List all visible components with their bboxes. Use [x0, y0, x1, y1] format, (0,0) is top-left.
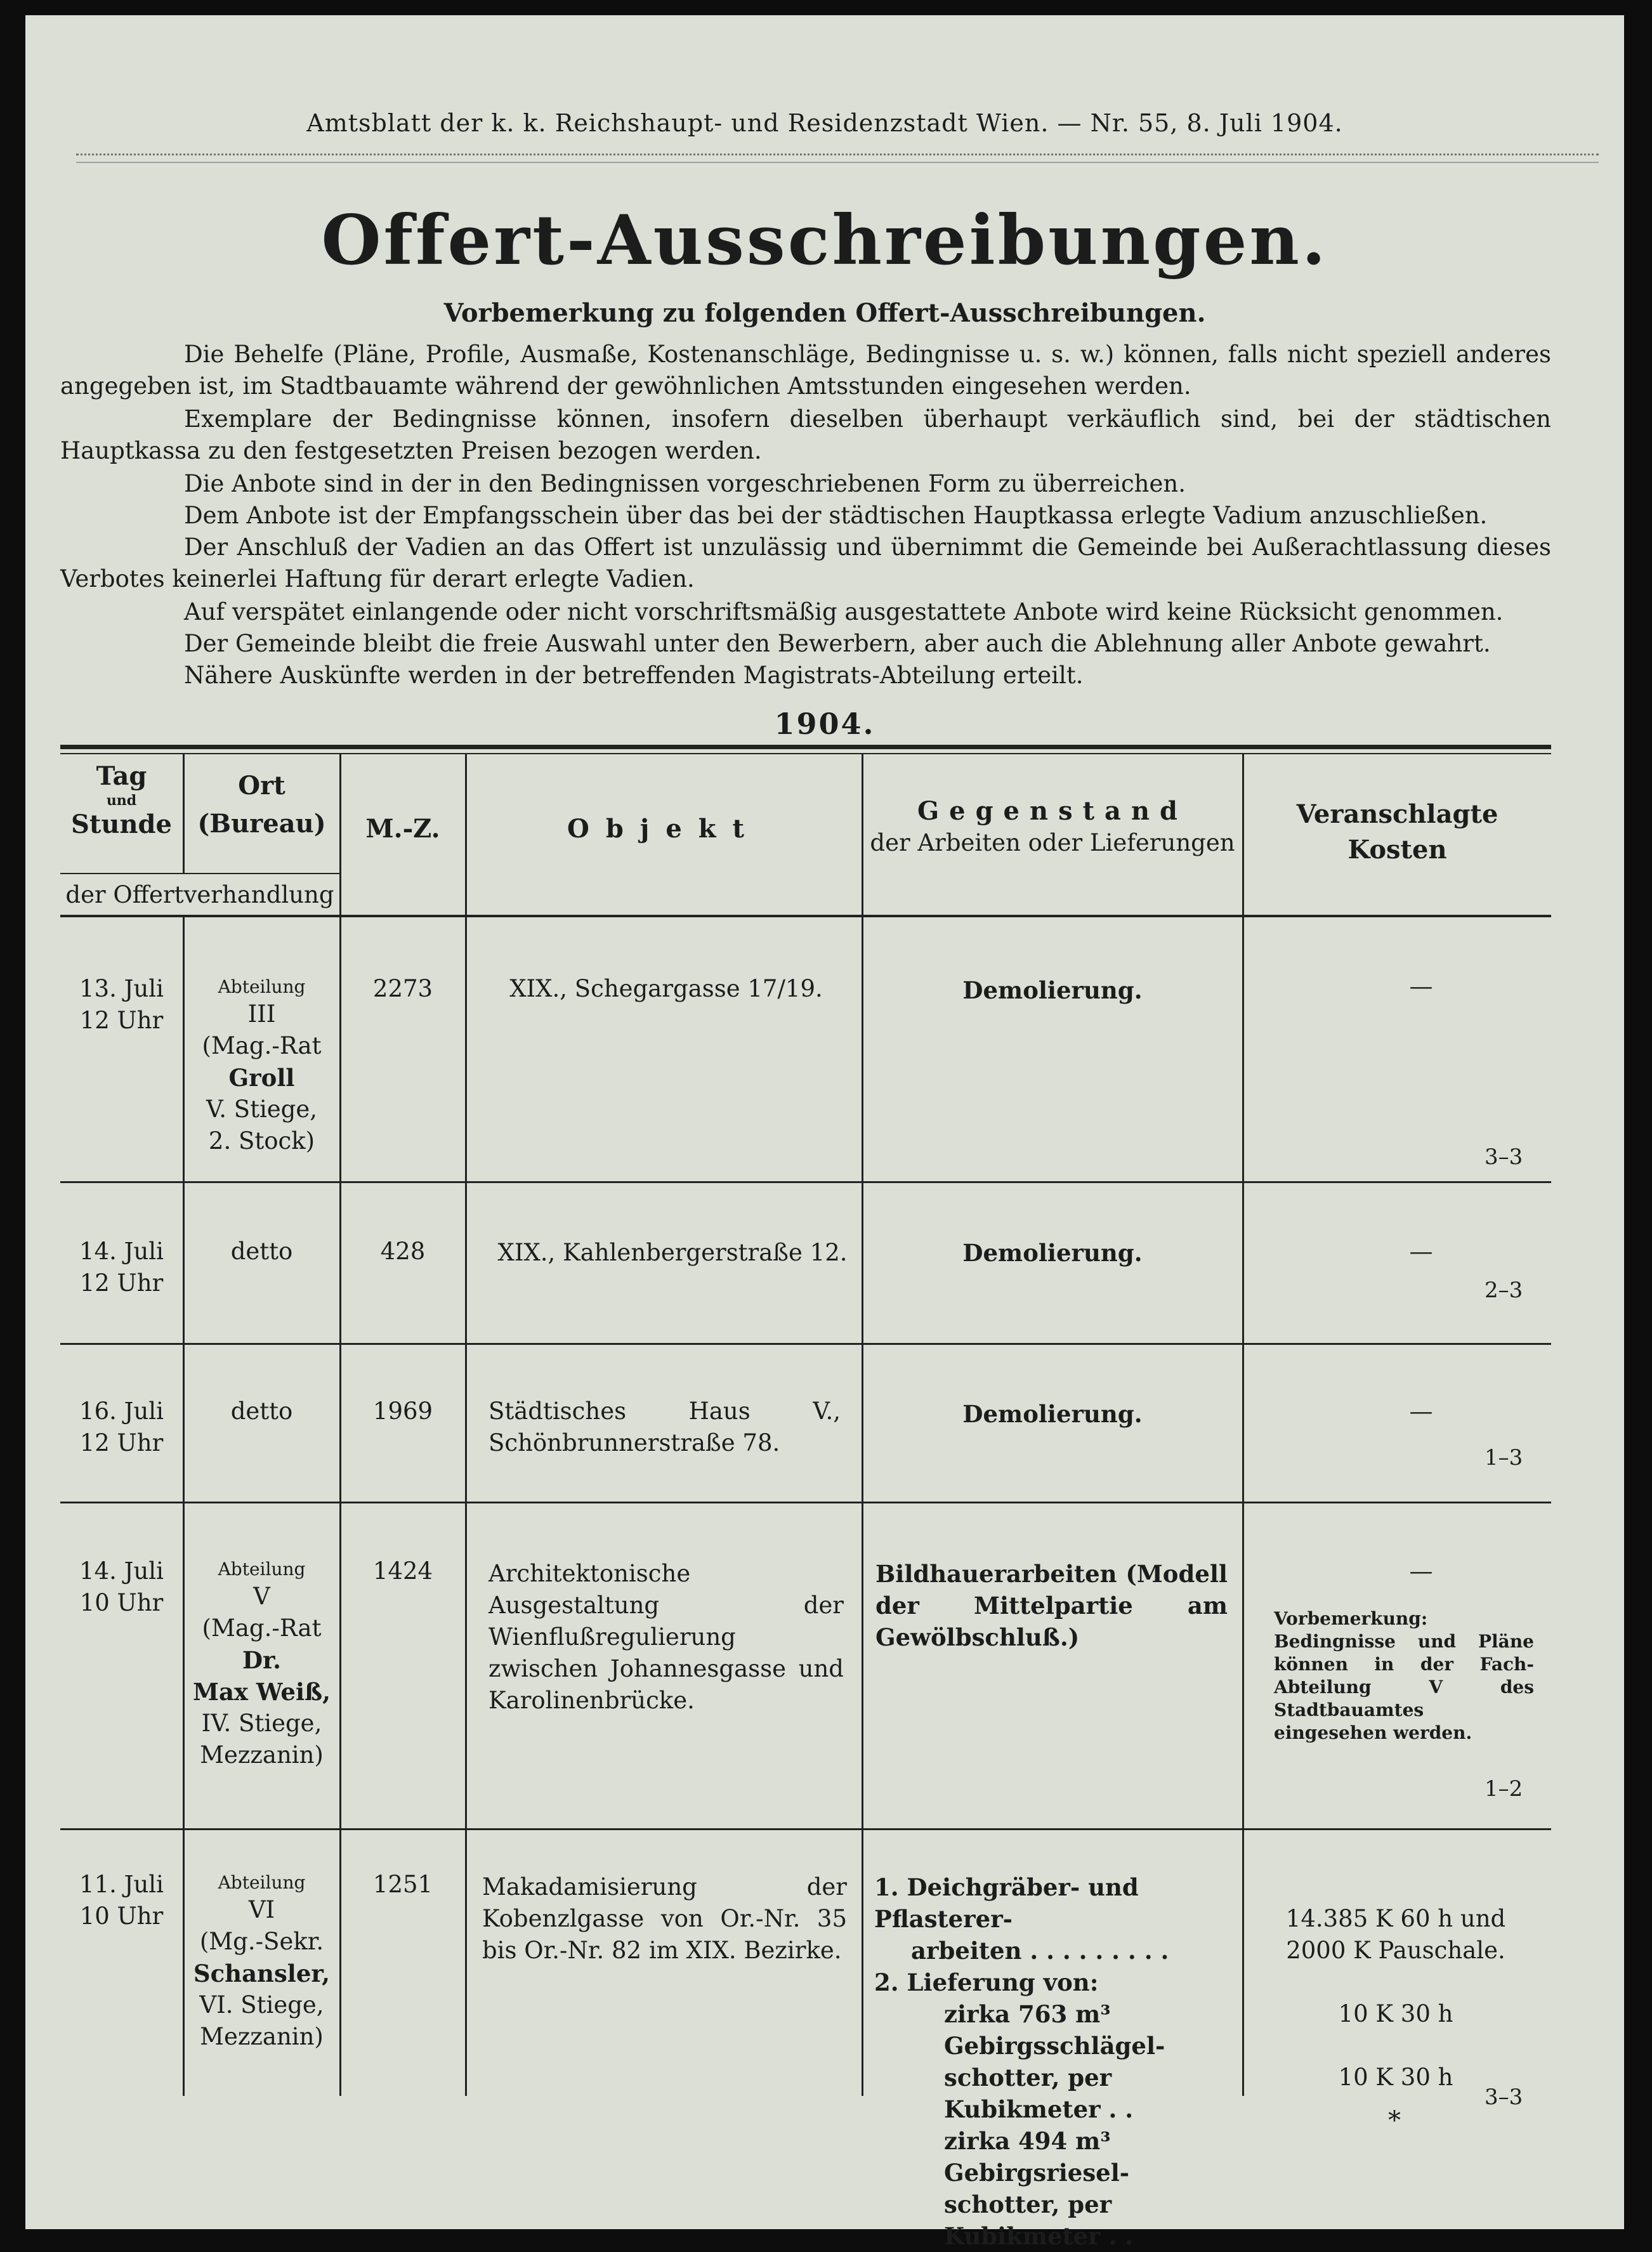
header-bottom-rule: [60, 915, 1551, 917]
row-kosten: —: [1409, 1557, 1433, 1585]
row-date-day: 11. Juli: [79, 1871, 164, 1898]
row-objekt: Städtisches Haus V., Schönbrunnerstraße 78.: [488, 1398, 841, 1457]
paragraph-4: Dem Anbote ist der Empfangsschein über das bei der städtischen Hauptkassa erlegte Vadium anzuschließen.: [184, 502, 1488, 529]
row-reference: 1–3: [1485, 1445, 1523, 1470]
row-ort: detto: [230, 1238, 293, 1265]
header-gegenstand-line1: Gegenstand: [917, 796, 1188, 826]
row-ort-small: Abteilung: [218, 1872, 306, 1893]
row-reference: 3–3: [1485, 1144, 1523, 1170]
page-title: Offert-Ausschreibungen.: [321, 200, 1328, 280]
paragraph-1: Die Behelfe (Pläne, Profile, Ausmaße, Kostenanschläge, Bedingnisse u. s. w.) können, falls nicht speziell anderes angegeben ist, im Stadtbauamte während der gewöhnlichen Amtsstunden eingesehen werden.: [60, 341, 1551, 400]
header-tag-line3: Stunde: [71, 809, 172, 839]
row-kosten-line: 10 K 30 h: [1338, 2000, 1453, 2027]
row-ort-line: Dr.: [242, 1646, 282, 1674]
row-gegenstand-line: zirka 763 m³ Gebirgsschlägel-: [944, 2000, 1165, 2060]
row-rule-4: [60, 1828, 1551, 1830]
row-objekt: Makadamisierung der Kobenzlgasse von Or.-Nr. 35 bis Or.-Nr. 82 im XIX. Bezirke.: [482, 1873, 847, 1964]
row-ort-line: Groll: [228, 1064, 295, 1092]
row-gegenstand-line: 1. Deichgräber- und Pflasterer-: [874, 1873, 1139, 1933]
row-date-day: 13. Juli: [79, 975, 164, 1002]
row-gegenstand: Demolierung.: [962, 976, 1143, 1004]
header-kosten-line1: Veranschlagte: [1296, 799, 1498, 829]
row-date: [60, 1396, 183, 1459]
row-mz: 428: [380, 1238, 426, 1265]
row-gegenstand-line: arbeiten . . . . . . . . .: [911, 1937, 1169, 1965]
header-gegenstand: [863, 795, 1242, 859]
paragraph-8: Nähere Auskünfte werden in der betreffenden Magistrats-Abteilung erteilt.: [184, 662, 1084, 689]
subheader-rule: [60, 873, 339, 874]
row-kosten: —: [1409, 1398, 1433, 1425]
row-kosten-note: Vorbemerkung: Bedingnisse und Pläne können in der Fach-Abteilung V des Stadtbauamtes eingesehen werden.: [1274, 1608, 1534, 1743]
row-ort-small: Abteilung: [218, 976, 306, 997]
row-gegenstand: Bildhauerarbeiten (Modell der Mittelpartie am Gewölbschluß.): [875, 1560, 1228, 1651]
document-page: [25, 15, 1624, 2250]
row-gegenstand-line: schotter, per Kubikmeter . .: [944, 2064, 1134, 2123]
row-rule-1: [60, 1181, 1551, 1183]
row-ort-line: VI. Stiege,: [199, 1991, 324, 2019]
row-gegenstand: Demolierung.: [962, 1400, 1143, 1428]
row-ort-line: (Mag.-Rat: [202, 1614, 322, 1642]
header-ort-line2: (Bureau): [197, 809, 326, 839]
row-ort-small: Abteilung: [218, 1559, 306, 1580]
row-date-day: 14. Juli: [79, 1238, 164, 1265]
row-date-day: 16. Juli: [79, 1398, 164, 1425]
row-ort-line: Max Weiß,: [193, 1678, 331, 1706]
row-ort-line: Schansler,: [193, 1960, 331, 1987]
header-tag-line1: Tag: [96, 761, 147, 791]
paragraph-2: Exemplare der Bedingnisse können, insofern dieselben überhaupt verkäuflich sind, bei der städtischen Hauptkassa zu den festgesetzten Preisen bezogen werden.: [60, 405, 1551, 464]
row-kosten-line: 10 K 30 h: [1338, 2064, 1453, 2091]
row-gegenstand-line: 2. Lieferung von:: [874, 1968, 1099, 1996]
row-gegenstand-line: zirka 494 m³ Gebirgsriesel-: [944, 2127, 1130, 2187]
paragraph-7: Der Gemeinde bleibt die freie Auswahl unter den Bewerbern, aber auch die Ablehnung aller Anbote gewahrt.: [184, 630, 1491, 657]
table-top-rule: [60, 745, 1551, 749]
row-ort-line: 2. Stock): [208, 1127, 315, 1155]
row-ort-line: Mezzanin): [200, 1741, 324, 1769]
footer-asterisk: *: [1388, 2106, 1401, 2135]
row-ort: [184, 1871, 339, 2053]
row-date-time: 12 Uhr: [79, 1269, 164, 1297]
row-ort: [184, 1558, 339, 1771]
paragraph-5: Der Anschluß der Vadien an das Offert ist unzulässig und übernimmt die Gemeinde bei Außerachtlassung dieses Verbotes keinerlei Haftung für derart erlegte Vadien.: [60, 534, 1551, 592]
row-ort-line: IV. Stiege,: [201, 1710, 322, 1737]
row-date-time: 12 Uhr: [79, 1007, 164, 1034]
row-ort: detto: [230, 1398, 293, 1425]
row-mz: 1251: [372, 1871, 433, 1898]
row-ort-line: Mezzanin): [200, 2023, 324, 2050]
row-objekt: XIX., Kahlenbergerstraße 12.: [497, 1239, 848, 1266]
row-kosten-line: 14.385 K 60 h und: [1285, 1905, 1506, 1932]
col-divider-mz-objekt: [465, 754, 467, 2096]
row-date: [60, 1236, 183, 1299]
year-heading: 1904.: [774, 707, 875, 741]
paragraph-3: Die Anbote sind in der in den Bedingnissen vorgeschriebenen Form zu überreichen.: [184, 470, 1186, 497]
row-date-day: 14. Juli: [79, 1557, 164, 1585]
header-ort-line1: Ort: [238, 771, 285, 801]
col-divider-gegenstand-kosten: [1242, 754, 1244, 2096]
row-gegenstand-line: schotter, per Kubikmeter . .: [944, 2190, 1134, 2250]
row-mz: 2273: [372, 975, 433, 1002]
header-kosten: [1243, 797, 1551, 868]
row-date-time: 10 Uhr: [79, 1589, 164, 1616]
header-kosten-line2: Kosten: [1347, 835, 1447, 865]
row-kosten: —: [1409, 972, 1433, 1000]
row-ort-line: III: [247, 1000, 276, 1028]
row-gegenstand: Demolierung.: [962, 1239, 1143, 1267]
row-mz: 1424: [372, 1557, 433, 1585]
row-kosten: [1250, 1903, 1542, 2093]
row-rule-2: [60, 1343, 1551, 1345]
paragraph-6: Auf verspätet einlangende oder nicht vorschriftsmäßig ausgestattete Anbote wird keine Rücksicht genommen.: [184, 598, 1504, 625]
row-ort-line: VI: [248, 1896, 275, 1923]
row-reference: 3–3: [1485, 2085, 1523, 2110]
row-kosten-line: 2000 K Pauschale.: [1286, 1937, 1505, 1964]
row-ort-line: V. Stiege,: [206, 1096, 318, 1123]
row-kosten: —: [1409, 1238, 1433, 1265]
row-date-time: 10 Uhr: [79, 1902, 164, 1930]
row-reference: 2–3: [1485, 1278, 1523, 1303]
row-mz: 1969: [372, 1398, 433, 1425]
row-rule-3: [60, 1502, 1551, 1503]
header-rule: [76, 154, 1599, 163]
header-ort: [184, 767, 339, 843]
running-header: Amtsblatt der k. k. Reichshaupt- und Residenzstadt Wien. — Nr. 55, 8. Juli 1904.: [306, 109, 1343, 137]
header-gegenstand-line2: der Arbeiten oder Lieferungen: [870, 829, 1235, 856]
row-reference: 1–2: [1485, 1776, 1523, 1802]
header-objekt: Objekt: [567, 814, 761, 844]
row-date-time: 12 Uhr: [79, 1429, 164, 1457]
row-date: [60, 973, 183, 1037]
row-ort-line: (Mag.-Rat: [202, 1032, 322, 1059]
row-gegenstand: [874, 1871, 1236, 2252]
row-ort: [184, 976, 339, 1157]
row-ort-line: V: [253, 1583, 270, 1610]
preliminary-remark-heading: Vorbemerkung zu folgenden Offert-Ausschreibungen.: [443, 298, 1206, 328]
header-offertverhandlung: der Offertverhandlung: [65, 881, 334, 908]
table-top-rule-thin: [60, 753, 1551, 754]
row-date: [60, 1555, 183, 1619]
row-objekt: XIX., Schegargasse 17/19.: [509, 975, 823, 1002]
row-objekt: Architektonische Ausgestaltung der Wienflußregulierung zwischen Johannesgasse und Karolinenbrücke.: [488, 1560, 844, 1714]
row-ort-line: (Mg.-Sekr.: [199, 1928, 324, 1955]
header-tag: [60, 761, 183, 841]
header-tag-line2: und: [106, 792, 137, 809]
row-date: [60, 1869, 183, 1932]
header-mz: M.-Z.: [365, 814, 440, 844]
